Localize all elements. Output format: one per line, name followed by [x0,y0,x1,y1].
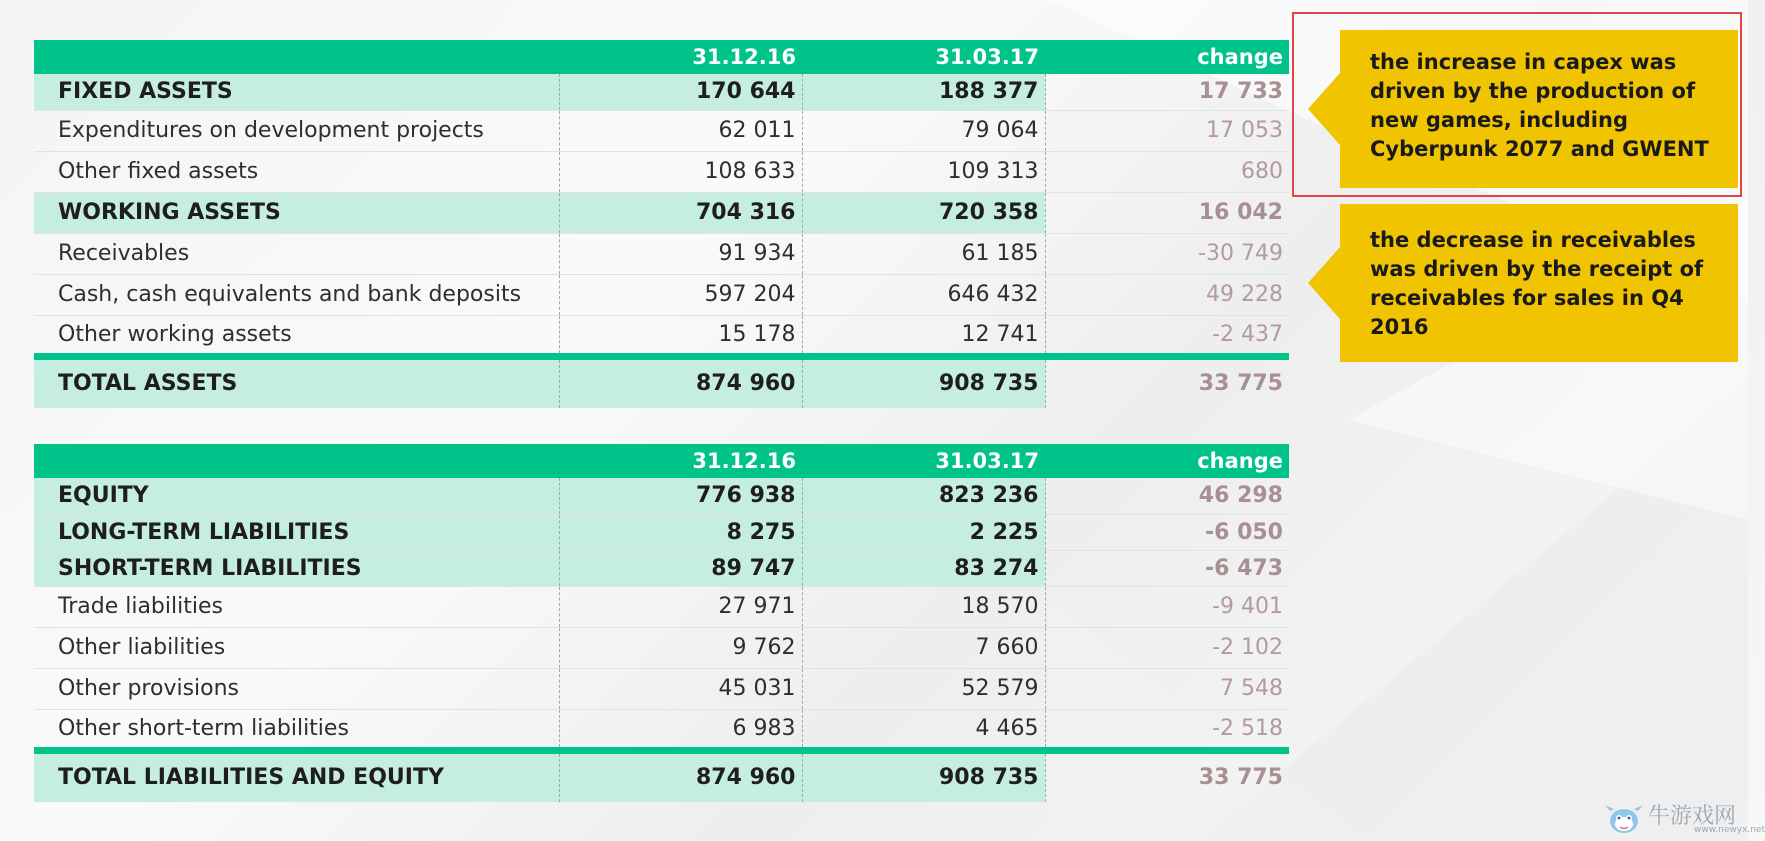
total-label: TOTAL LIABILITIES AND EQUITY [34,750,559,802]
total-value-1: 874 960 [559,750,802,802]
row-label: EQUITY [34,478,559,514]
header-change: change [1197,45,1283,69]
row-value-1: 170 644 [559,74,802,110]
row-value-2: 83 274 [802,550,1045,586]
table-row [34,74,1289,110]
receivables-callout [1340,204,1738,362]
row-value-2: 79 064 [802,110,1045,151]
header-label-cell [34,444,559,478]
callout-line: driven by the production of [1370,79,1696,103]
row-change: 7 548 [1220,676,1283,701]
row-value-1: 704 316 [559,192,802,233]
total-value-2: 908 735 [802,750,1045,802]
header-label-cell [34,40,559,74]
row-change: -9 401 [1212,594,1283,619]
row-value-2: 18 570 [802,586,1045,627]
callout-line: 2016 [1370,315,1429,339]
row-label: LONG-TERM LIABILITIES [34,514,559,550]
row-value-1: 597 204 [559,274,802,315]
table-row [34,315,1289,356]
table-row [34,668,1289,709]
row-value-1: 6 983 [559,709,802,750]
table-row [34,550,1289,586]
row-value-1: 108 633 [559,151,802,192]
row-value-1: 62 011 [559,110,802,151]
total-change: 33 775 [1198,765,1283,791]
table-row [34,478,1289,514]
row-change: -6 473 [1204,555,1283,581]
header-date-2: 31.03.17 [935,449,1039,473]
row-label: Other provisions [34,668,559,709]
callout-line: the decrease in receivables [1370,228,1696,252]
row-label: FIXED ASSETS [34,74,559,110]
row-value-1: 15 178 [559,315,802,356]
table-row [34,627,1289,668]
table-row [34,514,1289,550]
header-date-1: 31.12.16 [692,45,796,69]
row-value-1: 776 938 [559,478,802,514]
total-value-1: 874 960 [559,356,802,408]
callout-line: was driven by the receipt of [1370,257,1704,281]
total-row [34,356,1289,408]
callout-pointer [1308,73,1340,145]
row-value-2: 720 358 [802,192,1045,233]
row-label: Receivables [34,233,559,274]
row-label: Cash, cash equivalents and bank deposits [34,274,559,315]
total-value-2: 908 735 [802,356,1045,408]
table-header-row [34,444,1289,478]
row-value-1: 45 031 [559,668,802,709]
row-change: 49 228 [1206,282,1283,307]
table-row [34,110,1289,151]
row-label: Other fixed assets [34,151,559,192]
row-value-2: 109 313 [802,151,1045,192]
row-change: 46 298 [1198,483,1283,509]
callout-line: the increase in capex was [1370,50,1677,74]
capex-callout [1340,30,1738,188]
row-value-2: 7 660 [802,627,1045,668]
row-label: SHORT-TERM LIABILITIES [34,550,559,586]
row-label: Other working assets [34,315,559,356]
row-value-2: 646 432 [802,274,1045,315]
row-change: -30 749 [1198,241,1283,266]
header-date-2: 31.03.17 [935,45,1039,69]
row-value-2: 823 236 [802,478,1045,514]
watermark-text: 牛游戏网 [1648,804,1737,829]
total-row [34,750,1289,802]
row-change: -2 102 [1212,635,1283,660]
table-row [34,274,1289,315]
row-value-2: 2 225 [802,514,1045,550]
watermark-url: www.newyx.net [1694,825,1765,835]
table-header-row [34,40,1289,74]
row-change: 16 042 [1198,200,1283,225]
row-value-1: 27 971 [559,586,802,627]
row-value-1: 8 275 [559,514,802,550]
row-change: 17 733 [1198,79,1283,105]
header-change: change [1197,449,1283,473]
row-change: -6 050 [1204,519,1283,545]
row-change: -2 518 [1212,715,1283,741]
header-date-1: 31.12.16 [692,449,796,473]
row-value-2: 12 741 [802,315,1045,356]
watermark [1602,797,1765,841]
row-change: 680 [1241,159,1283,184]
table-row [34,709,1289,750]
row-label: WORKING ASSETS [34,192,559,233]
row-label: Trade liabilities [34,586,559,627]
row-value-1: 9 762 [559,627,802,668]
table-row [34,151,1289,192]
row-value-2: 61 185 [802,233,1045,274]
row-value-2: 188 377 [802,74,1045,110]
row-value-2: 52 579 [802,668,1045,709]
row-label: Other short-term liabilities [34,709,559,750]
row-value-1: 91 934 [559,233,802,274]
assets-table [34,40,1289,408]
table-row [34,586,1289,627]
total-label: TOTAL ASSETS [34,356,559,408]
callout-line: new games, including [1370,108,1628,132]
table-row [34,233,1289,274]
row-value-1: 89 747 [559,550,802,586]
row-value-2: 4 465 [802,709,1045,750]
row-label: Expenditures on development projects [34,110,559,151]
liabilities-table [34,444,1289,802]
callout-line: Cyberpunk 2077 and GWENT [1370,137,1709,161]
row-label: Other liabilities [34,627,559,668]
callout-pointer [1308,247,1340,319]
table-row [34,192,1289,233]
mascot-logo-icon [1602,797,1646,841]
row-change: -2 437 [1212,321,1283,347]
callout-line: receivables for sales in Q4 [1370,286,1684,310]
total-change: 33 775 [1198,371,1283,397]
row-change: 17 053 [1206,118,1283,143]
